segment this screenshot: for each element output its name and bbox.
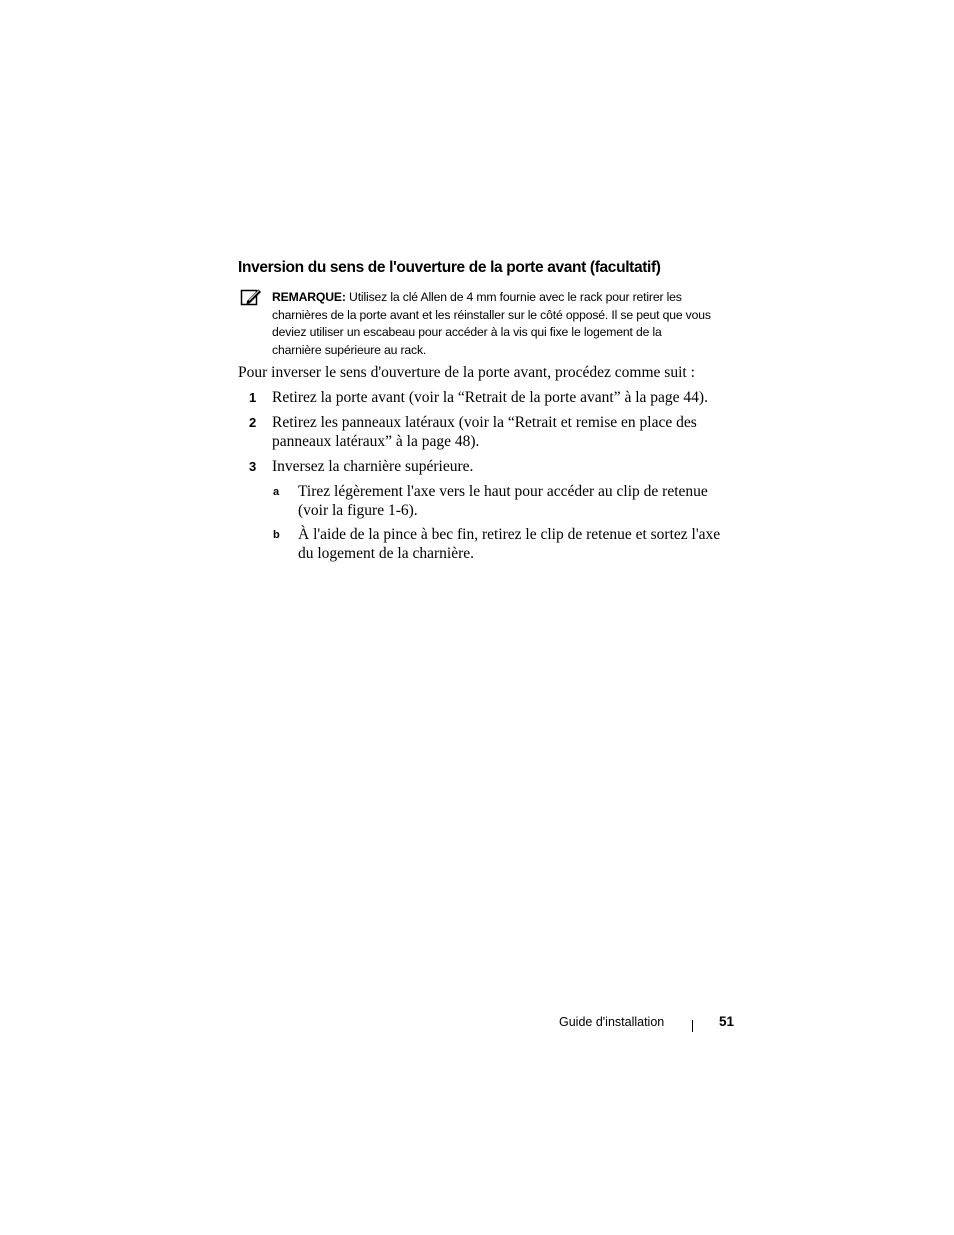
- step-text: Retirez la porte avant (voir la “Retrait de la porte avant” à la page 44).: [272, 389, 708, 406]
- substep-text: Tirez légèrement l'axe vers le haut pour accéder au clip de retenue: [298, 483, 708, 500]
- step-text: panneaux latéraux” à la page 48).: [272, 433, 480, 450]
- substep-text: (voir la figure 1-6).: [298, 502, 418, 519]
- note-line-3: deviez utiliser un escabeau pour accéder à la vis qui fixe le logement de la: [272, 325, 662, 339]
- note-line-1: [272, 289, 742, 307]
- note-line-2: charnières de la porte avant et les réinstaller sur le côté opposé. Il se peut que vous: [272, 307, 711, 322]
- intro-paragraph: Pour inverser le sens d'ouverture de la porte avant, procédez comme suit :: [238, 364, 695, 381]
- note-label: REMARQUE:: [272, 290, 346, 304]
- substep-letter: b: [273, 529, 280, 541]
- note-block: [272, 289, 742, 359]
- pencil-note-icon: [240, 287, 262, 307]
- footer-guide-title: Guide d'installation: [559, 1015, 665, 1029]
- note-line-4: charnière supérieure au rack.: [272, 342, 427, 357]
- note-text: Utilisez la clé Allen de 4 mm fournie avec le rack pour retirer les: [345, 290, 682, 304]
- section-heading: Inversion du sens de l'ouverture de la porte avant (facultatif): [238, 259, 661, 276]
- substep-text: du logement de la charnière.: [298, 545, 475, 562]
- footer-divider: [692, 1020, 693, 1032]
- step-number: 1: [249, 390, 257, 405]
- step-number: 3: [249, 459, 257, 474]
- step-text: Retirez les panneaux latéraux (voir la “Retrait et remise en place des: [272, 414, 697, 431]
- substep-text: À l'aide de la pince à bec fin, retirez le clip de retenue et sortez l'axe: [298, 526, 721, 543]
- step-number: 2: [249, 415, 257, 430]
- step-text: Inversez la charnière supérieure.: [272, 458, 474, 475]
- page-number: 51: [719, 1014, 735, 1029]
- substep-letter: a: [273, 486, 280, 498]
